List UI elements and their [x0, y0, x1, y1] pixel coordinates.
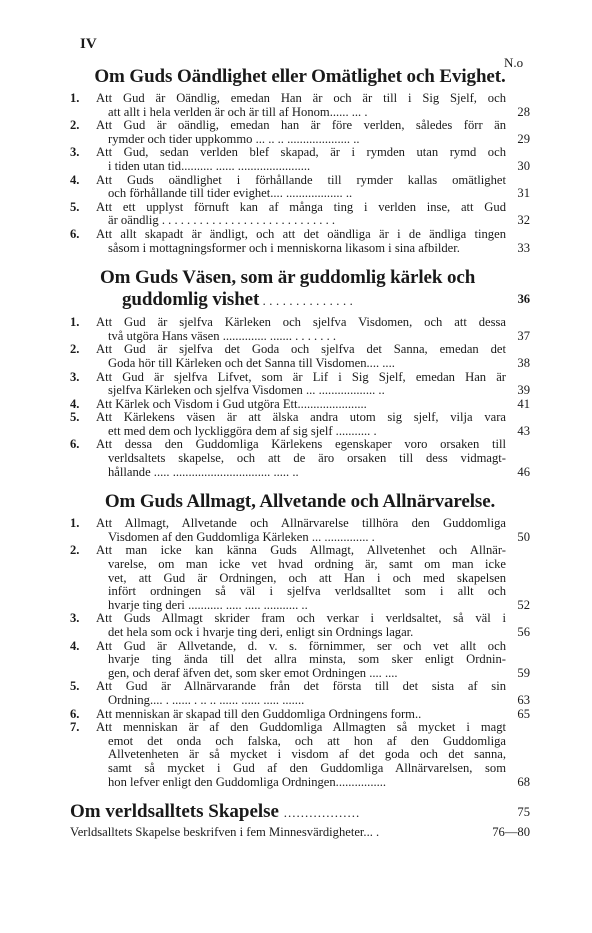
entry-number: 1.: [70, 516, 80, 531]
toc-entry: [70, 146, 530, 173]
final-section-title: [70, 801, 530, 823]
entry-text-line: i tiden utan tid.......... ...... .......................: [108, 158, 311, 173]
entry-text-line: Att Gud är sjelfva Kärleken och sjelfva Visdomen, och att dessa: [96, 315, 506, 330]
entry-text-line: hvarje ting deri ........... ..... ..... ........... ..: [108, 597, 308, 612]
entry-text-line: Ordning.... . ...... . .. .. ...... ...... ..... .......: [108, 692, 305, 707]
entry-text-line: är oändlig . . . . . . . . . . . . . . . . . . . . . . . . . . . .: [108, 213, 336, 228]
entry-page-number: 31: [517, 186, 530, 201]
entry-page-number: 38: [517, 355, 530, 370]
entry-page-number: 32: [517, 213, 530, 228]
entry-page-number: 43: [517, 423, 530, 438]
toc-entry: [70, 438, 530, 479]
final-subtitle-text: Verldsalltets Skapelse beskrifven i fem Minnesvärdigheter... .: [70, 825, 380, 840]
entry-text-line: såsom i mottagningsformer och i menniskorna likasom i sina afbilder.: [108, 240, 460, 255]
entry-text-line: emot det onda och falska, och att hon af den Guddomliga: [108, 733, 506, 748]
entry-text-line: Att dessa den Guddomliga Kärlekens egenskaper voro orsaken till: [96, 437, 506, 452]
entry-page-number: 46: [517, 464, 530, 479]
entry-text-line: Att Gud är oändlig, emedan han är före verlden, således förr än: [96, 118, 506, 133]
entry-text-line: Att menniskan är skapad till den Guddomliga Ordningens form..: [96, 706, 422, 721]
entry-text-line: verldsaltets skapelse, och att de äro orsaken till dess vidmagt-: [108, 451, 506, 466]
entry-number: 5.: [70, 679, 80, 694]
entry-number: 5.: [70, 199, 80, 214]
entry-number: 6.: [70, 706, 80, 721]
section-page-number: 36: [517, 292, 530, 307]
entry-page-number: 37: [517, 328, 530, 343]
entry-text-line: hon lefver enligt den Guddomliga Ordningen................: [108, 774, 387, 789]
entry-text-line: två utgöra Hans väsen .............. ....... . . . . . . .: [108, 328, 337, 343]
entry-number: 3.: [70, 369, 80, 384]
entry-page-number: 41: [517, 396, 530, 411]
entry-text-line: rymder och tider uppkommo ... .. .. .................... ..: [108, 131, 360, 146]
entry-number: 4.: [70, 638, 80, 653]
toc-entry: [70, 316, 530, 343]
toc-entry: [70, 680, 530, 707]
entry-text-line: Att Gud är Oändlig, emedan Han är och är till i Sig Sjelf, och: [96, 91, 506, 105]
entry-number: 1.: [70, 91, 80, 105]
toc-entry: [70, 228, 530, 255]
toc-entry: [70, 343, 530, 370]
entry-number: 2.: [70, 543, 80, 558]
entry-number: 4.: [70, 172, 80, 187]
entry-text-line: Att menniskan är af den Guddomliga Allmagten så mycket i magt: [96, 720, 506, 735]
entry-page-number: 33: [517, 240, 530, 255]
section-title-line: [100, 289, 530, 312]
entry-number: 3.: [70, 145, 80, 160]
entry-page-number: 65: [517, 706, 530, 721]
entry-page-number: 59: [517, 665, 530, 680]
entry-page-number: 63: [517, 692, 530, 707]
entry-text-line: Att allt skapadt är ändligt, och att det oändliga är i de ändliga tingen: [96, 226, 506, 241]
entry-number: 5.: [70, 410, 80, 425]
entry-text-line: samt så mycket i Gud af den Guddomliga Allnärvarelsen, som: [108, 760, 506, 775]
entry-text-line: Att man icke kan känna Guds Allmagt, Allvetenhet och Allnär-: [96, 543, 506, 558]
entry-text-line: Goda hör till Kärleken och det Sanna till Visdomen.... ....: [108, 355, 395, 370]
entry-text-line: Att Guds oändlighet i förhållande till rymder kallas omätlighet: [96, 172, 506, 187]
entry-page-number: 29: [517, 131, 530, 146]
entry-number: 6.: [70, 226, 80, 241]
toc-entry: [70, 174, 530, 201]
entry-number: 1.: [70, 315, 80, 330]
entry-number: 2.: [70, 118, 80, 133]
toc-entry: [70, 411, 530, 438]
entry-text-line: det hela som ock i hvarje ting deri, enligt sin Ordnings lagar.: [108, 625, 414, 639]
entry-page-number: 56: [517, 625, 530, 639]
entry-page-number: 28: [517, 104, 530, 119]
toc-entry: [70, 640, 530, 681]
entry-text-line: och förhållande till tider evighet.... .................. ..: [108, 186, 353, 201]
page-number: IV: [80, 36, 97, 52]
entry-page-number: 39: [517, 383, 530, 398]
entry-text-line: Att Gud är sjelfva Lifvet, som är Lif i Sig Sjelf, emedan Han är: [96, 369, 506, 384]
final-subtitle-pages: 76—80: [492, 825, 530, 840]
entry-text-line: hållande ..... ............................... ..... ..: [108, 464, 299, 479]
entry-text-line: varelse, om man icke vet hvad ordning är, samt om man icke: [108, 557, 506, 572]
final-title-text: Om verldsalltets Skapelse: [70, 801, 284, 823]
entry-text-line: sjelfva Kärleken och sjelfva Visdomen ... .................. ..: [108, 383, 385, 398]
entry-page-number: 50: [517, 529, 530, 544]
toc-entry: [70, 517, 530, 544]
entry-text-line: Att Guds Allmagt skrider fram och verkar i verldsaltet, så väl i: [96, 611, 506, 626]
entry-page-number: 68: [517, 774, 530, 789]
toc-entry: [70, 398, 530, 412]
toc-entry: [70, 721, 530, 789]
entry-number: 7.: [70, 720, 80, 735]
toc-entry: [70, 544, 530, 612]
entry-text-line: ett med dem och lyckliggöra dem af sig sjelf ........... .: [108, 423, 377, 438]
entry-number: 4.: [70, 396, 80, 411]
entry-number: 2.: [70, 342, 80, 357]
entry-text-line: Visdomen af den Guddomliga Kärleken ... .............. .: [108, 529, 375, 544]
entry-text-line: Att Gud, sedan verlden blef skapad, är i rymden utan rymd och: [96, 145, 506, 160]
entry-text-line: Att Kärlek och Visdom i Gud utgöra Ett......................: [96, 396, 367, 411]
entry-text-line: gen, och deraf äfven det, som sker emot Ordningen .... ....: [108, 665, 398, 680]
entry-text-line: infört ordningen så väl i sjelfva verldsalltet som i allt och: [108, 584, 506, 599]
entry-text-line: att allt i hela verlden är och är till af Honom...... ... .: [108, 104, 368, 119]
entry-number: 6.: [70, 437, 80, 452]
entry-number: 3.: [70, 611, 80, 626]
final-subtitle: [70, 825, 530, 839]
entry-text-line: hvarje ting ända till det allra minsta, som sker enligt Ordnin-: [108, 652, 506, 667]
entry-text-line: vet, att Gud är Ordningen, och att Han i och med skapelsen: [108, 570, 506, 585]
entry-text-line: Att ett upplyst förnuft kan af många ting i verlden inse, att Gud: [96, 199, 506, 214]
entry-page-number: 30: [517, 158, 530, 173]
section-title-line: Om Guds Väsen, som är guddomlig kärlek och: [100, 267, 476, 289]
toc-entry: [70, 201, 530, 228]
entry-text-line: Allvetenheten är så mycket i visdom af det goda och det sanna,: [108, 747, 506, 762]
entry-text-line: Att Gud är sjelfva det Goda och sjelfva det Sanna, emedan det: [96, 342, 506, 357]
leader-dots: ..................: [283, 805, 361, 821]
toc-entry: [70, 92, 530, 119]
section-title: Om Guds Oändlighet eller Omätlighet och Evighet.: [94, 66, 506, 87]
final-page-number: 75: [517, 805, 530, 820]
entry-text-line: Att Allmagt, Allvetande och Allnärvarelse tillhöra den Guddomliga: [96, 516, 506, 531]
entry-text-line: Att Gud är Allvetande, d. v. s. förnimmer, ser och vet allt och: [96, 638, 506, 653]
toc-entry: [70, 708, 530, 722]
leader-dots: . . . . . . . . . . . . . .: [259, 294, 354, 309]
section-title-text: guddomlig vishet: [122, 289, 260, 311]
toc-entry: [70, 612, 530, 639]
entry-page-number: 52: [517, 597, 530, 612]
entry-text-line: Att Kärlekens väsen är att älska andra utom sig sjelf, vilja vara: [96, 410, 506, 425]
toc-content: [70, 66, 530, 839]
number-column-label: N.o: [504, 55, 524, 70]
entry-text-line: Att Gud är Allnärvarande från det första till det sista af sin: [96, 679, 506, 694]
section-title: Om Guds Allmagt, Allvetande och Allnärvarelse.: [104, 491, 496, 513]
toc-entry: [70, 119, 530, 146]
toc-entry: [70, 371, 530, 398]
section-title: [70, 267, 530, 312]
